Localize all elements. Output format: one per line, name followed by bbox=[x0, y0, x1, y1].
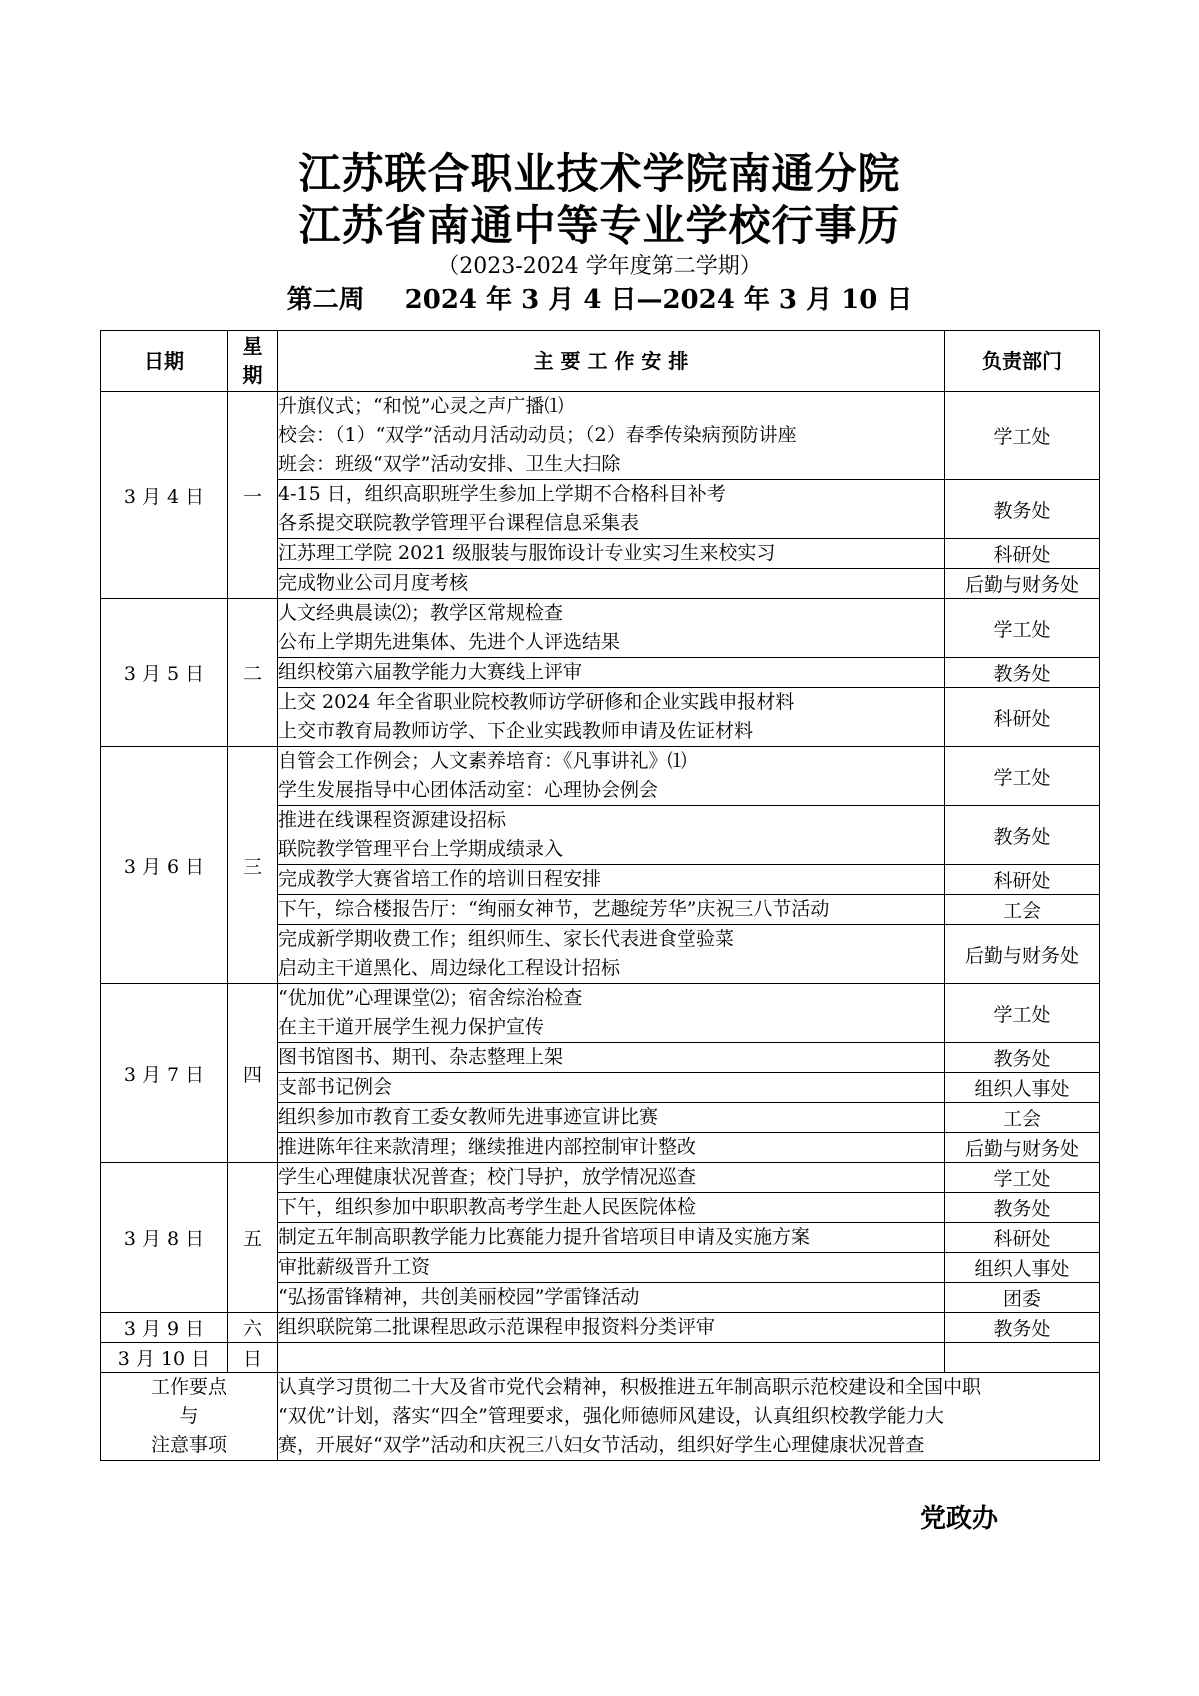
dept-cell: 学工处 bbox=[945, 392, 1100, 480]
dept-cell: 学工处 bbox=[945, 747, 1100, 806]
notes-line: 赛，开展好“双学”活动和庆祝三八妇女节活动，组织好学生心理健康状况普查 bbox=[278, 1434, 925, 1456]
school-title-line1: 江苏联合职业技术学院南通分院 bbox=[298, 149, 901, 198]
task-line: 学生发展指导中心团体活动室：心理协会例会 bbox=[278, 779, 659, 801]
dept-cell: 教务处 bbox=[945, 480, 1100, 539]
task-cell bbox=[278, 1163, 945, 1193]
task-cell bbox=[278, 1313, 945, 1343]
date-cell: 3 月 7 日 bbox=[101, 984, 228, 1163]
task-line: 组织参加市教育工委女教师先进事迹宣讲比赛 bbox=[278, 1106, 659, 1128]
task-line: 上交 2024 年全省职业院校教师访学研修和企业实践申报材料 bbox=[278, 691, 795, 713]
task-cell bbox=[278, 688, 945, 747]
task-line: 上交市教育局教师访学、下企业实践教师申请及佐证材料 bbox=[278, 720, 754, 742]
task-line: 完成物业公司月度考核 bbox=[278, 572, 469, 594]
task-line: 图书馆图书、期刊、杂志整理上架 bbox=[278, 1046, 564, 1068]
table-row bbox=[101, 1343, 1100, 1373]
calendar-table bbox=[100, 330, 1100, 1461]
task-line: 启动主干道黑化、周边绿化工程设计招标 bbox=[278, 957, 621, 979]
task-cell bbox=[278, 1253, 945, 1283]
table-row bbox=[101, 599, 1100, 658]
task-line: 江苏理工学院 2021 级服装与服饰设计专业实习生来校实习 bbox=[278, 542, 776, 564]
dept-cell: 科研处 bbox=[945, 688, 1100, 747]
task-line: 下午，综合楼报告厅：“绚丽女神节，艺趣绽芳华”庆祝三八节活动 bbox=[278, 898, 830, 920]
task-line: 公布上学期先进集体、先进个人评选结果 bbox=[278, 631, 621, 653]
notes-line: 认真学习贯彻二十大及省市党代会精神，积极推进五年制高职示范校建设和全国中职 bbox=[278, 1376, 982, 1398]
table-header-row bbox=[101, 331, 1100, 392]
table-row bbox=[101, 747, 1100, 806]
date-cell: 3 月 4 日 bbox=[101, 392, 228, 599]
dept-cell: 教务处 bbox=[945, 658, 1100, 688]
dept-cell bbox=[945, 1343, 1100, 1373]
task-line: 各系提交联院教学管理平台课程信息采集表 bbox=[278, 512, 640, 534]
dept-cell: 团委 bbox=[945, 1283, 1100, 1313]
date-cell: 3 月 9 日 bbox=[101, 1313, 228, 1343]
task-cell bbox=[278, 1133, 945, 1163]
date-cell: 3 月 8 日 bbox=[101, 1163, 228, 1313]
task-line: 组织校第六届教学能力大赛线上评审 bbox=[278, 661, 583, 683]
dept-cell: 教务处 bbox=[945, 1043, 1100, 1073]
table-row bbox=[101, 1163, 1100, 1193]
task-line: 完成新学期收费工作；组织师生、家长代表进食堂验菜 bbox=[278, 928, 735, 950]
task-line: 联院教学管理平台上学期成绩录入 bbox=[278, 838, 564, 860]
task-line: 学生心理健康状况普查；校门导护，放学情况巡查 bbox=[278, 1166, 697, 1188]
dept-cell: 科研处 bbox=[945, 539, 1100, 569]
header-weekday-char: 期 bbox=[242, 363, 263, 387]
dept-cell: 组织人事处 bbox=[945, 1253, 1100, 1283]
task-line: 班会：班级“双学”活动安排、卫生大扫除 bbox=[278, 453, 621, 475]
school-title-line2: 江苏省南通中等专业学校行事历 bbox=[298, 201, 901, 250]
week-range: 2024 年 3 月 4 日—2024 年 3 月 10 日 bbox=[404, 285, 913, 315]
task-cell bbox=[278, 984, 945, 1043]
dept-cell: 工会 bbox=[945, 895, 1100, 925]
header-dept: 负责部门 bbox=[945, 331, 1100, 392]
task-line: 人文经典晨读⑵；教学区常规检查 bbox=[278, 602, 564, 624]
task-line: “优加优”心理课堂⑵；宿舍综治检查 bbox=[278, 987, 583, 1009]
task-cell bbox=[278, 539, 945, 569]
notes-label-line: 注意事项 bbox=[150, 1434, 227, 1456]
notes-label-line: 与 bbox=[179, 1405, 199, 1427]
task-line: 支部书记例会 bbox=[278, 1076, 393, 1098]
header-work: 主 要 工 作 安 排 bbox=[278, 331, 945, 392]
dept-cell: 教务处 bbox=[945, 806, 1100, 865]
dept-cell: 教务处 bbox=[945, 1313, 1100, 1343]
date-cell: 3 月 5 日 bbox=[101, 599, 228, 747]
weekday-cell: 四 bbox=[228, 984, 278, 1163]
dept-cell: 学工处 bbox=[945, 1163, 1100, 1193]
weekday-cell: 三 bbox=[228, 747, 278, 984]
task-line: 组织联院第二批课程思政示范课程申报资料分类评审 bbox=[278, 1316, 716, 1338]
task-cell bbox=[278, 1283, 945, 1313]
task-line: 校会：（1）“双学”活动月活动动员；（2）春季传染病预防讲座 bbox=[278, 424, 797, 446]
task-line: 推进在线课程资源建设招标 bbox=[278, 809, 507, 831]
task-line bbox=[278, 1343, 944, 1372]
week-heading bbox=[0, 282, 1199, 318]
task-line: 推进陈年往来款清理；继续推进内部控制审计整改 bbox=[278, 1136, 697, 1158]
date-cell: 3 月 10 日 bbox=[101, 1343, 228, 1373]
task-cell bbox=[278, 895, 945, 925]
table-row bbox=[101, 392, 1100, 480]
table-row bbox=[101, 984, 1100, 1043]
task-line: 在主干道开展学生视力保护宣传 bbox=[278, 1016, 545, 1038]
task-cell bbox=[278, 747, 945, 806]
dept-cell: 教务处 bbox=[945, 1193, 1100, 1223]
task-line: “弘扬雷锋精神，共创美丽校园”学雷锋活动 bbox=[278, 1286, 640, 1308]
task-cell bbox=[278, 865, 945, 895]
task-cell bbox=[278, 599, 945, 658]
notes-row bbox=[101, 1373, 1100, 1461]
task-line: 4-15 日，组织高职班学生参加上学期不合格科目补考 bbox=[278, 483, 726, 505]
table-row bbox=[101, 1313, 1100, 1343]
task-line: 下午，组织参加中职职教高考学生赴人民医院体检 bbox=[278, 1196, 697, 1218]
task-cell bbox=[278, 925, 945, 984]
weekday-cell: 一 bbox=[228, 392, 278, 599]
task-cell bbox=[278, 1103, 945, 1133]
weekday-cell: 五 bbox=[228, 1163, 278, 1313]
header-date: 日期 bbox=[101, 331, 228, 392]
task-cell bbox=[278, 1073, 945, 1103]
weekday-cell: 日 bbox=[228, 1343, 278, 1373]
task-line: 制定五年制高职教学能力比赛能力提升省培项目申请及实施方案 bbox=[278, 1226, 811, 1248]
calendar-body bbox=[101, 392, 1100, 1461]
dept-cell: 工会 bbox=[945, 1103, 1100, 1133]
task-cell bbox=[278, 480, 945, 539]
week-label: 第二周 bbox=[286, 285, 365, 315]
task-line: 升旗仪式；“和悦”心灵之声广播⑴ bbox=[278, 395, 564, 417]
task-cell bbox=[278, 1043, 945, 1073]
dept-cell: 学工处 bbox=[945, 599, 1100, 658]
dept-cell: 科研处 bbox=[945, 1223, 1100, 1253]
task-line: 自管会工作例会；人文素养培育：《凡事讲礼》⑴ bbox=[278, 750, 687, 772]
dept-cell: 后勤与财务处 bbox=[945, 569, 1100, 599]
header-weekday bbox=[228, 331, 278, 392]
task-line: 完成教学大赛省培工作的培训日程安排 bbox=[278, 868, 602, 890]
notes-content-cell bbox=[278, 1373, 1100, 1461]
date-cell: 3 月 6 日 bbox=[101, 747, 228, 984]
dept-cell: 后勤与财务处 bbox=[945, 925, 1100, 984]
dept-cell: 组织人事处 bbox=[945, 1073, 1100, 1103]
task-cell bbox=[278, 392, 945, 480]
notes-line: “双优”计划，落实“四全”管理要求，强化师德师风建设，认真组织校教学能力大 bbox=[278, 1405, 944, 1427]
signature: 党政办 bbox=[920, 1504, 999, 1534]
notes-label-cell bbox=[101, 1373, 278, 1461]
weekday-cell: 二 bbox=[228, 599, 278, 747]
dept-cell: 后勤与财务处 bbox=[945, 1133, 1100, 1163]
task-cell bbox=[278, 1223, 945, 1253]
header-weekday-char: 星 bbox=[242, 334, 263, 358]
task-cell bbox=[278, 1343, 945, 1373]
task-cell bbox=[278, 569, 945, 599]
task-line: 审批薪级晋升工资 bbox=[278, 1256, 431, 1278]
dept-cell: 学工处 bbox=[945, 984, 1100, 1043]
task-cell bbox=[278, 658, 945, 688]
task-cell bbox=[278, 806, 945, 865]
notes-label-line: 工作要点 bbox=[150, 1376, 227, 1398]
task-cell bbox=[278, 1193, 945, 1223]
term-subtitle: （2023-2024 学年度第二学期） bbox=[437, 254, 762, 279]
dept-cell: 科研处 bbox=[945, 865, 1100, 895]
weekday-cell: 六 bbox=[228, 1313, 278, 1343]
